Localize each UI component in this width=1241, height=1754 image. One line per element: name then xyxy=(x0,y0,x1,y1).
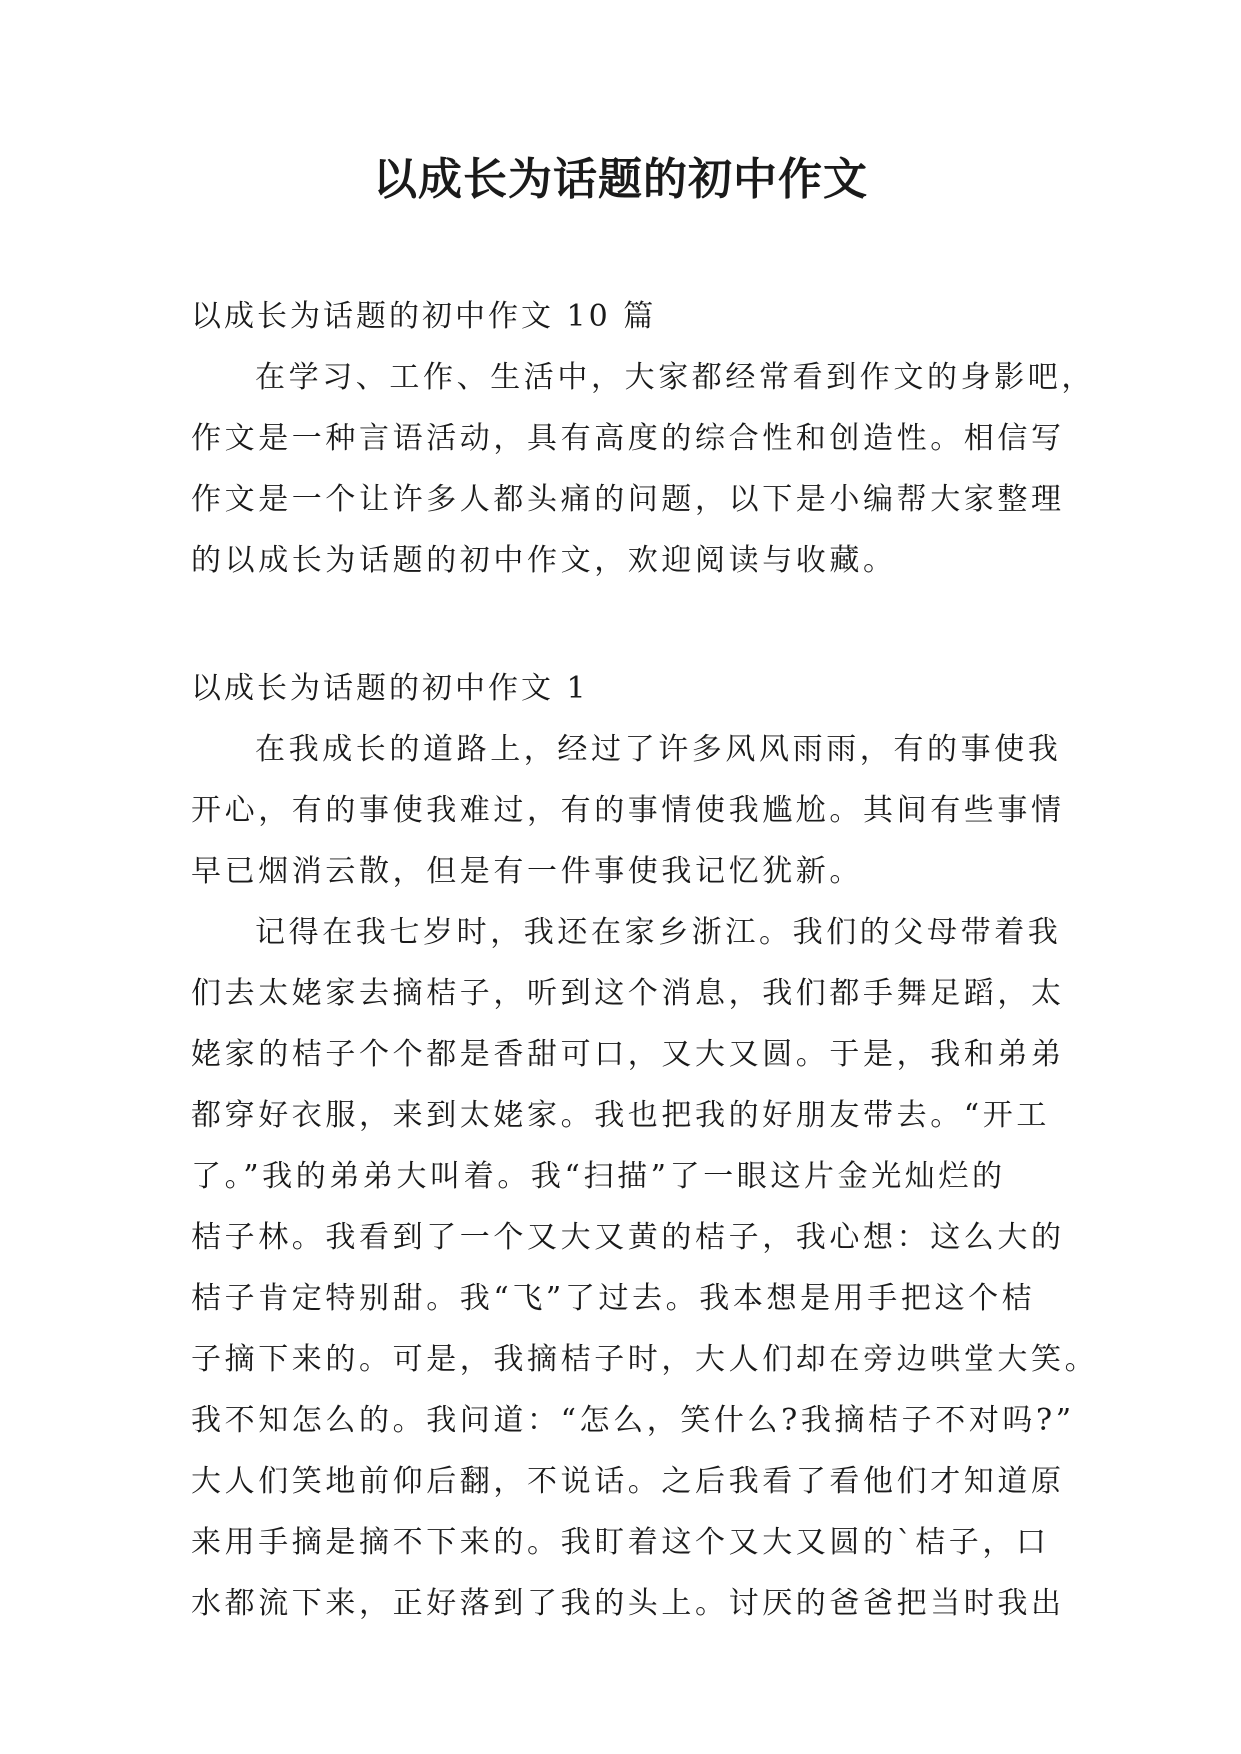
document-title: 以成长为话题的初中作文 xyxy=(373,154,868,205)
essay-1-para-1-line: 在我成长的道路上，经过了许多风风雨雨，有的事使我 xyxy=(255,732,1062,767)
essay-1-para-2-line: 桔子肯定特别甜。我“飞”了过去。我本想是用手把这个桔 xyxy=(191,1281,1036,1316)
essay-1-para-2-line: 子摘下来的。可是，我摘桔子时，大人们却在旁边哄堂大笑。 xyxy=(191,1342,1099,1377)
essay-1-para-2-line: 来用手摘是摘不下来的。我盯着这个又大又圆的`桔子，口 xyxy=(191,1525,1050,1560)
intro-line: 作文是一个让许多人都头痛的问题，以下是小编帮大家整理 xyxy=(191,482,1065,517)
essay-1-para-2-line: 们去太姥家去摘桔子，听到这个消息，我们都手舞足蹈，太 xyxy=(191,976,1065,1011)
essay-1-para-2-line: 记得在我七岁时，我还在家乡浙江。我们的父母带着我 xyxy=(255,915,1062,950)
essay-1-para-1-line: 早已烟消云散，但是有一件事使我记忆犹新。 xyxy=(191,854,863,889)
intro-line: 作文是一种言语活动，具有高度的综合性和创造性。相信写 xyxy=(191,421,1065,456)
essay-1-para-2-line: 桔子林。我看到了一个又大又黄的桔子，我心想：这么大的 xyxy=(191,1220,1065,1255)
essay-1-para-1-line: 开心，有的事使我难过，有的事情使我尴尬。其间有些事情 xyxy=(191,793,1065,828)
essay-1-heading: 以成长为话题的初中作文 1 xyxy=(191,671,589,706)
intro-line: 在学习、工作、生活中，大家都经常看到作文的身影吧， xyxy=(255,360,1095,395)
intro-section xyxy=(191,286,1095,591)
essay-1-para-2-line: 大人们笑地前仰后翻，不说话。之后我看了看他们才知道原 xyxy=(191,1464,1065,1499)
essay-1-para-2-line: 都穿好衣服，来到太姥家。我也把我的好朋友带去。“开工 xyxy=(191,1098,1050,1133)
subtitle: 以成长为话题的初中作文 10 篇 xyxy=(191,299,657,334)
essay-1-para-2-line: 水都流下来，正好落到了我的头上。讨厌的爸爸把当时我出 xyxy=(191,1586,1065,1621)
essay-1-section xyxy=(191,658,1099,1634)
intro-line: 的以成长为话题的初中作文，欢迎阅读与收藏。 xyxy=(191,543,897,578)
essay-1-para-2-line: 姥家的桔子个个都是香甜可口，又大又圆。于是，我和弟弟 xyxy=(191,1037,1065,1072)
essay-1-para-2-line: 了。”我的弟弟大叫着。我“扫描”了一眼这片金光灿烂的 xyxy=(191,1159,1006,1194)
essay-1-para-2-line: 我不知怎么的。我问道：“怎么，笑什么?我摘桔子不对吗?” xyxy=(191,1403,1075,1438)
